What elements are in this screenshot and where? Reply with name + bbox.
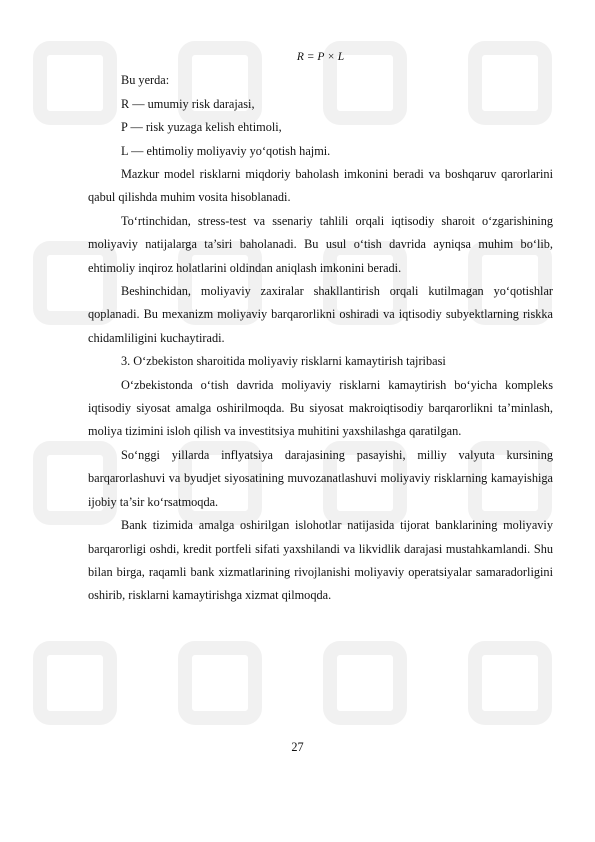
paragraph: Beshinchidan, moliyaviy zaxiralar shakllantirish orqali kutilmagan yo‘qotishlar qoplanadi. Bu mexanizm moliyaviy barqarorlikni oshiradi va iqtisodiy subyektlarning riskka chidamliligini kuchaytiradi. xyxy=(88,284,553,345)
paragraph: Bank tizimida amalga oshirilgan islohotlar natijasida tijorat banklarining moliyaviy barqarorligi oshdi, kredit portfeli sifati yaxshilandi va likvidlik darajasi mustahkamlandi. Shu bilan birga, raqamli bank xizmatlarining rivojlanishi moliyaviy operatsiyalar samaradorligini oshirib, risklarni kamaytirishga xizmat qilmoqda. xyxy=(88,518,553,603)
paragraph: O‘zbekistonda o‘tish davrida moliyaviy risklarni kamaytirish bo‘yicha kompleks iqtisodiy siyosat amalga oshirilmoqda. Bu siyosat makroiqtisodiy barqarorlikni ta’minlash, moliya tizimini isloh qilish va investitsiya muhitini yaxshilashga qaratilgan. xyxy=(88,377,553,439)
definition-item: R — umumiy risk darajasi, xyxy=(121,96,255,111)
page-number: 27 xyxy=(291,740,304,754)
section-heading: 3. O‘zbekiston sharoitida moliyaviy risklarni kamaytirish tajribasi xyxy=(121,354,446,369)
paragraph: So‘nggi yillarda inflyatsiya darajasining pasayishi, milliy valyuta kursining barqarorlashuvi va byudjet siyosatining muvozanatlashuvi moliyaviy risklarning kamayishiga ijobiy ta’sir ko‘rsatmoqda. xyxy=(88,447,553,509)
risk-formula: R = P × L xyxy=(296,51,345,63)
paragraph: To‘rtinchidan, stress-test va ssenariy tahlili orqali iqtisodiy sharoit o‘zgarishining moliyaviy natijalarga ta’siri baholanadi. Bu usul o‘tish davrida ayniqsa muhim bo‘lib, ehtimoliy inqiroz holatlarini oldindan aniqlash imkonini beradi. xyxy=(88,213,553,275)
paragraph: Mazkur model risklarni miqdoriy baholash imkonini beradi va boshqaruv qarorlarini qabul qilishda muhim vosita hisoblanadi. xyxy=(88,167,553,205)
definition-item: P — risk yuzaga kelish ehtimoli, xyxy=(121,120,282,135)
page-content xyxy=(88,52,553,608)
definition-item: L — ehtimoliy moliyaviy yo‘qotish hajmi. xyxy=(121,143,331,158)
definitions-intro: Bu yerda: xyxy=(121,73,170,88)
